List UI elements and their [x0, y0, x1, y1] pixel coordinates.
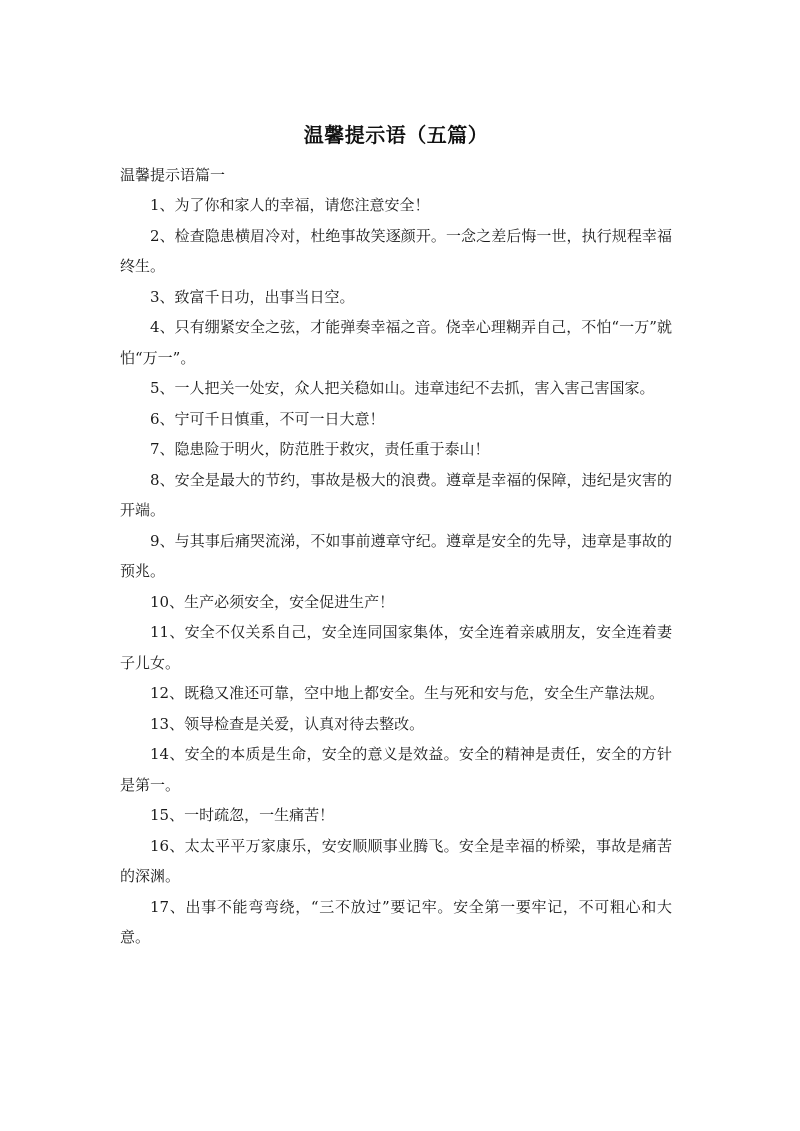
section-heading: 温馨提示语篇一 [120, 166, 226, 184]
list-item: 10、生产必须安全，安全促进生产！ [150, 592, 395, 611]
list-item: 14、安全的本质是生命，安全的意义是效益。安全的精神是责任，安全的方针是第一。 [120, 745, 672, 794]
item-list [120, 190, 672, 953]
document-title: 温馨提示语（五篇） [303, 123, 489, 147]
list-item: 3、致富千日功，出事当日空。 [150, 287, 355, 306]
list-item: 12、既稳又准还可靠，空中地上都安全。生与死和安与危，安全生产靠法规。 [150, 684, 665, 702]
list-item: 17、出事不能弯弯绕，“三不放过”要记牢。安全第一要牢记，不可粗心和大意。 [120, 897, 672, 946]
list-item: 15、一时疏忽，一生痛苦！ [150, 806, 335, 824]
list-item: 9、与其事后痛哭流涕，不如事前遵章守纪。遵章是安全的先导，违章是事故的预兆。 [120, 531, 672, 580]
list-item: 11、安全不仅关系自己，安全连同国家集体，安全连着亲戚朋友，安全连着妻子儿女。 [120, 623, 672, 672]
list-item: 4、只有绷紧安全之弦，才能弹奏幸福之音。侥幸心理糊弄自己，不怕“一万”就怕“万一”。 [120, 318, 672, 367]
list-item: 16、太太平平万家康乐，安安顺顺事业腾飞。安全是幸福的桥梁，事故是痛苦的深渊。 [120, 836, 672, 885]
list-item: 5、一人把关一处安，众人把关稳如山。违章违纪不去抓，害入害己害国家。 [150, 379, 655, 397]
list-item: 8、安全是最大的节约，事故是极大的浪费。遵章是幸福的保障，违纪是灾害的开端。 [120, 470, 672, 519]
list-item: 6、宁可千日慎重，不可一日大意！ [150, 409, 385, 428]
list-item: 7、隐患险于明火，防范胜于救灾，责任重于泰山！ [150, 440, 490, 458]
list-item: 1、为了你和家人的幸福，请您注意安全！ [150, 196, 430, 214]
list-item: 13、领导检查是关爱，认真对待去整改。 [150, 714, 425, 733]
list-item: 2、检查隐患横眉冷对，杜绝事故笑逐颜开。一念之差后悔一世，执行规程幸福终生。 [120, 226, 672, 275]
